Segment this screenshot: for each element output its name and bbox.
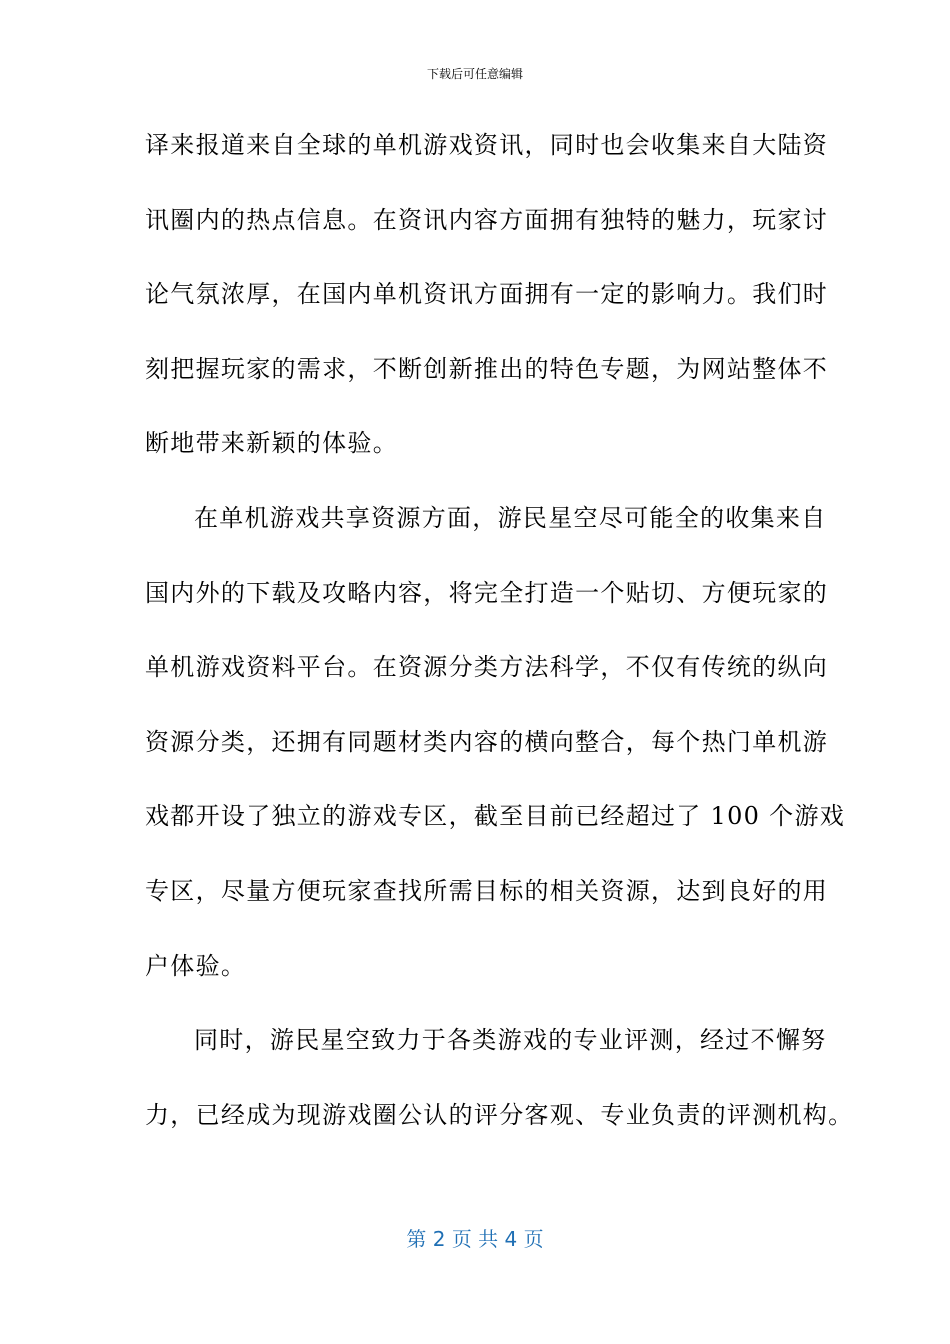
- text-line: 戏都开设了独立的游戏专区，截至目前已经超过了 100 个游戏: [145, 802, 846, 831]
- text-line: 讯圈内的热点信息。在资讯内容方面拥有独特的魅力，玩家讨: [145, 205, 829, 234]
- text-line: 国内外的下载及攻略内容，将完全打造一个贴切、方便玩家的: [145, 578, 829, 607]
- page-number-footer: 第 2 页 共 4 页: [406, 1227, 544, 1251]
- paragraph-start-line: 在单机游戏共享资源方面，游民星空尽可能全的收集来自: [194, 503, 827, 532]
- text-line: 力，已经成为现游戏圈公认的评分客观、专业负责的评测机构。: [145, 1100, 854, 1129]
- paragraph-start-line: 同时，游民星空致力于各类游戏的专业评测，经过不懈努: [194, 1026, 827, 1055]
- text-line: 论气氛浓厚，在国内单机资讯方面拥有一定的影响力。我们时: [145, 280, 829, 309]
- text-line: 资源分类，还拥有同题材类内容的横向整合，每个热门单机游: [145, 727, 829, 756]
- text-line: 单机游戏资料平台。在资源分类方法科学，不仅有传统的纵向: [145, 653, 829, 682]
- text-line: 专区，尽量方便玩家查找所需目标的相关资源，达到良好的用: [145, 876, 829, 905]
- header-note: 下载后可任意编辑: [426, 67, 523, 81]
- text-line: 刻把握玩家的需求，不断创新推出的特色专题，为网站整体不: [145, 354, 829, 383]
- document-body: [145, 118, 854, 1162]
- text-line: 译来报道来自全球的单机游戏资讯，同时也会收集来自大陆资: [145, 131, 829, 159]
- text-line: 断地带来新颖的体验。: [145, 429, 398, 458]
- text-line: 户体验。: [145, 951, 247, 980]
